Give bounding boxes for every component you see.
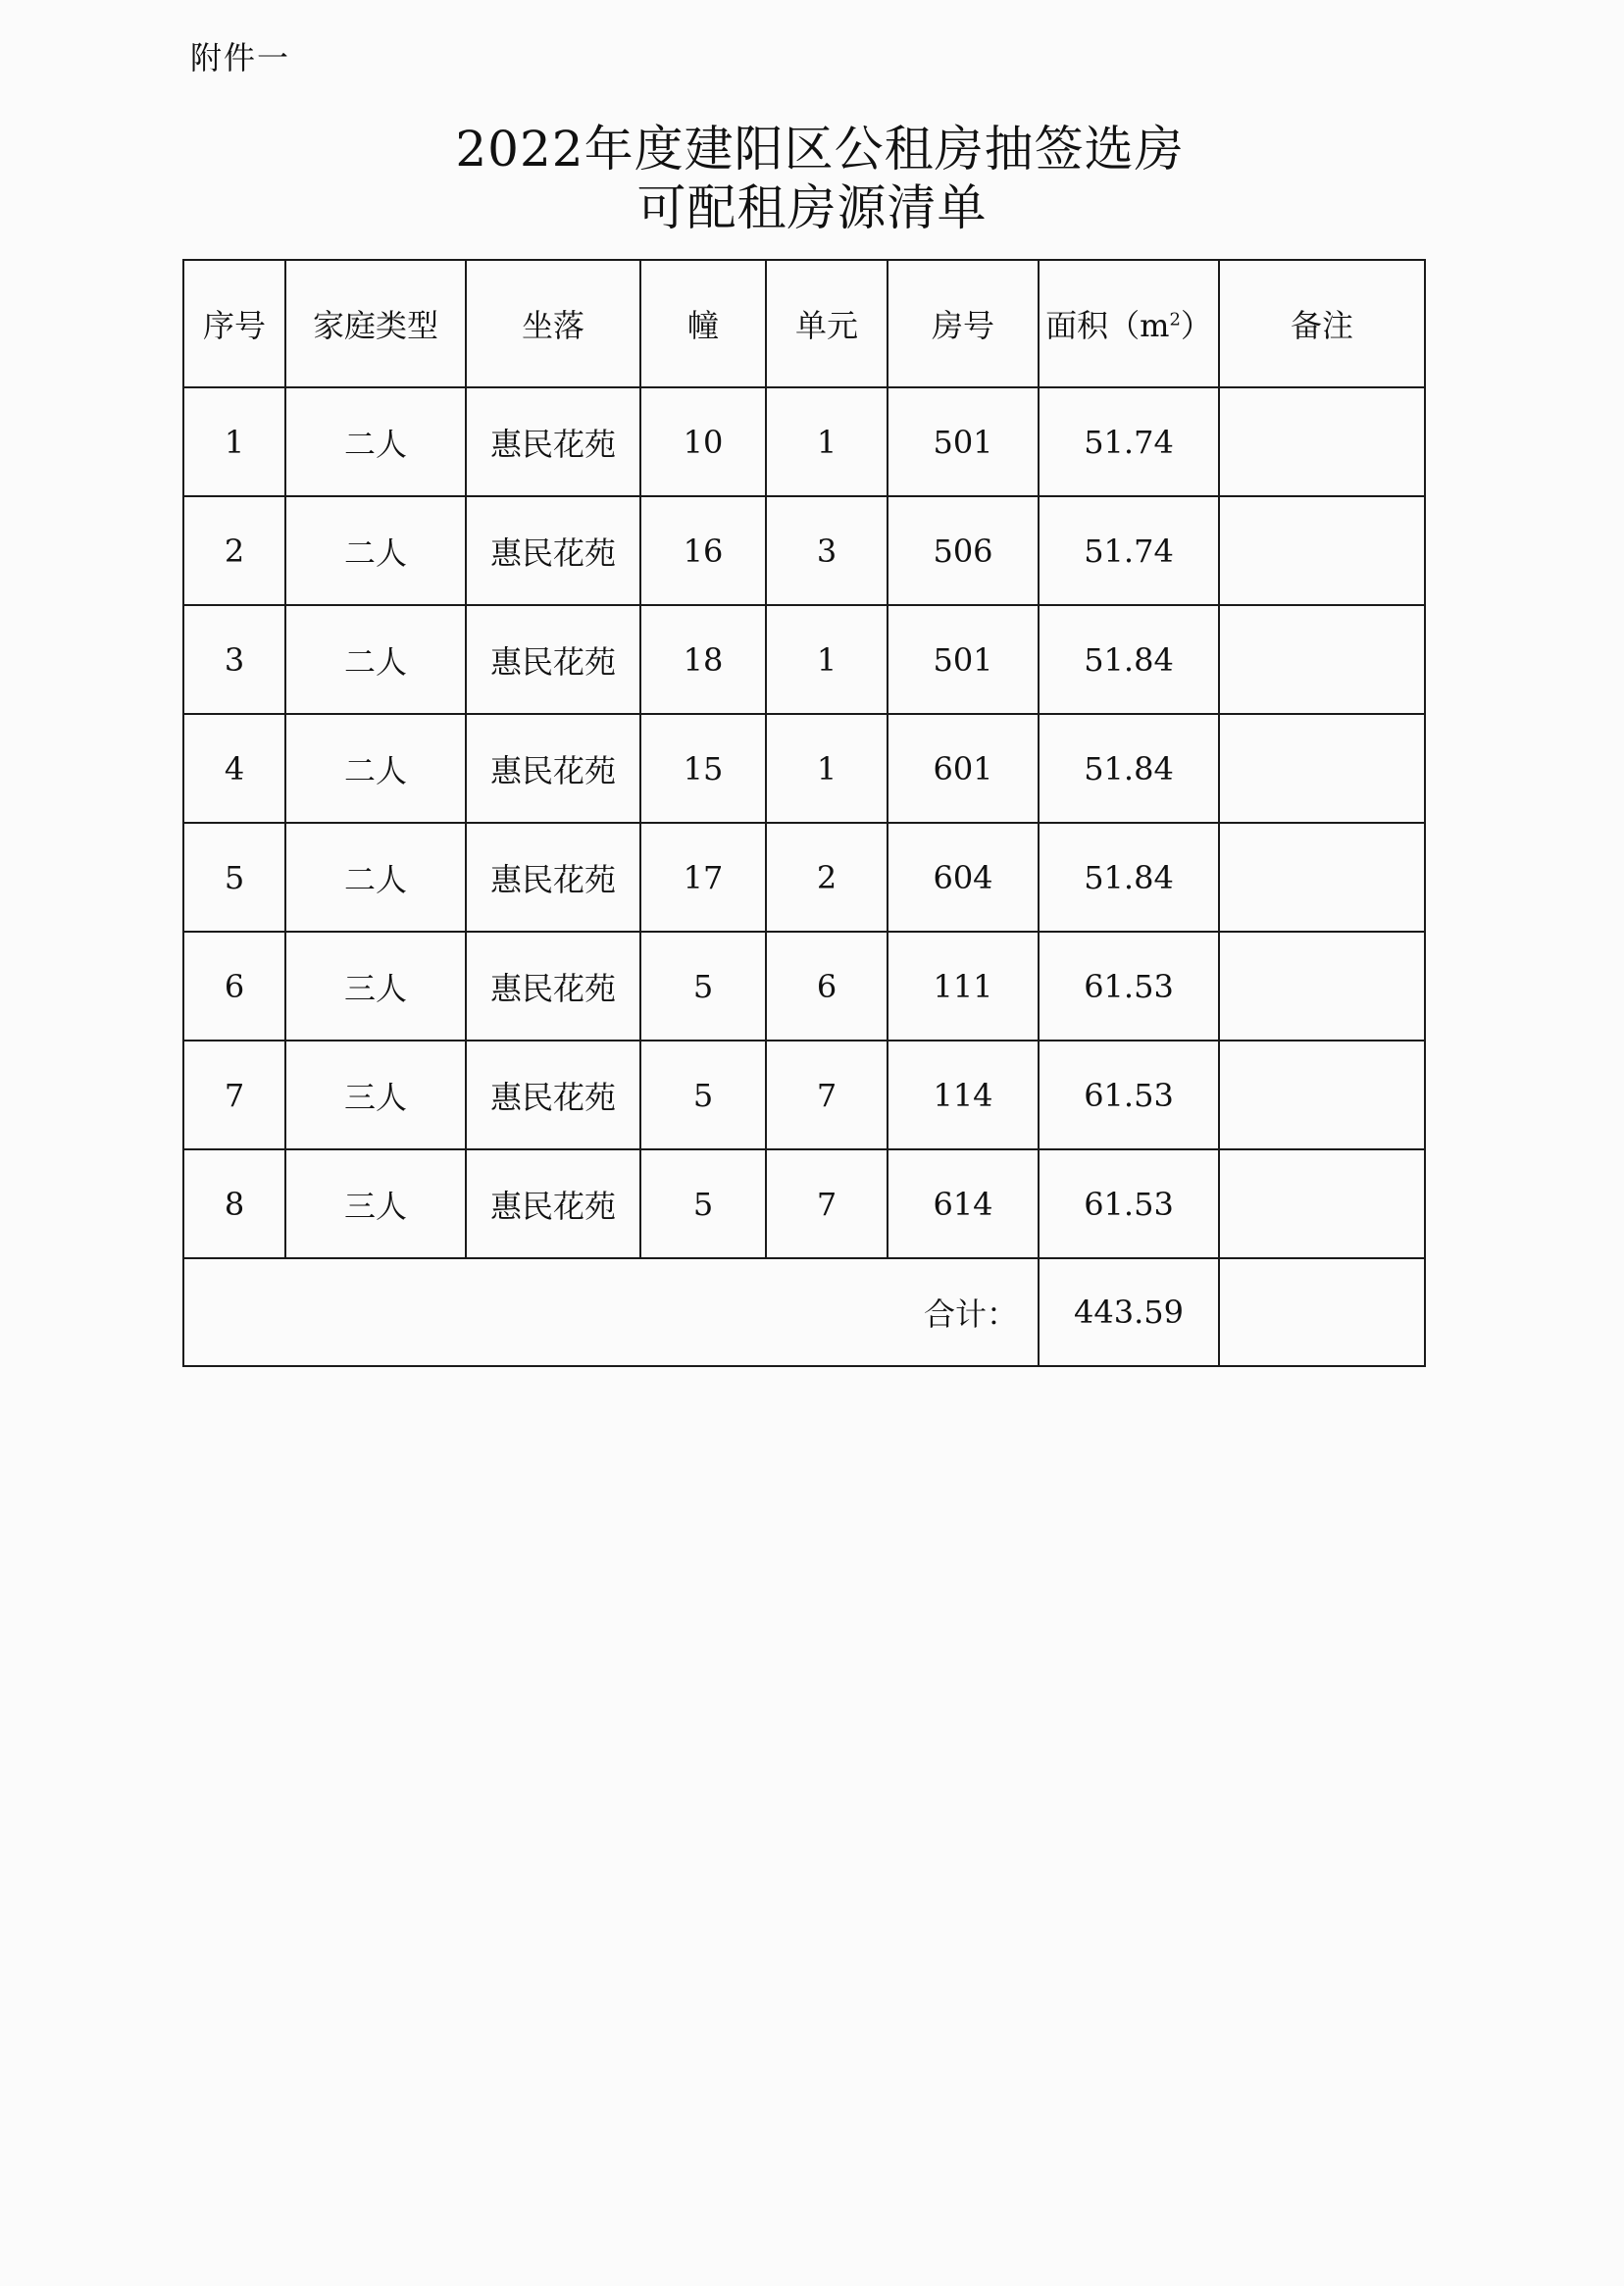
cell-family-type: 二人 [285, 387, 466, 496]
cell-remark [1219, 932, 1425, 1041]
document-title-line-2: 可配租房源清单 [636, 179, 988, 236]
cell-room: 604 [888, 823, 1039, 932]
cell-location: 惠民花苑 [466, 932, 640, 1041]
cell-building: 5 [640, 1041, 766, 1149]
cell-family-type: 三人 [285, 1041, 466, 1149]
table-row [183, 496, 1425, 605]
cell-area: 61.53 [1039, 932, 1219, 1041]
table-header-row [183, 260, 1425, 387]
cell-area: 61.53 [1039, 1041, 1219, 1149]
cell-seq: 6 [183, 932, 285, 1041]
cell-family-type: 三人 [285, 932, 466, 1041]
cell-room: 111 [888, 932, 1039, 1041]
header-building: 幢 [640, 260, 766, 387]
cell-area: 51.84 [1039, 605, 1219, 714]
cell-location: 惠民花苑 [466, 496, 640, 605]
header-seq: 序号 [183, 260, 285, 387]
cell-family-type: 三人 [285, 1149, 466, 1258]
annex-label: 附件一 [190, 39, 291, 76]
cell-seq: 4 [183, 714, 285, 823]
cell-seq: 1 [183, 387, 285, 496]
table-total-row [183, 1258, 1425, 1366]
header-location: 坐落 [466, 260, 640, 387]
cell-area: 51.84 [1039, 714, 1219, 823]
cell-remark [1219, 1041, 1425, 1149]
cell-building: 18 [640, 605, 766, 714]
header-family-type: 家庭类型 [285, 260, 466, 387]
table-row [183, 387, 1425, 496]
cell-location: 惠民花苑 [466, 1149, 640, 1258]
cell-seq: 5 [183, 823, 285, 932]
table-row [183, 605, 1425, 714]
cell-remark [1219, 605, 1425, 714]
cell-remark [1219, 496, 1425, 605]
cell-location: 惠民花苑 [466, 1041, 640, 1149]
cell-family-type: 二人 [285, 496, 466, 605]
cell-location: 惠民花苑 [466, 714, 640, 823]
cell-unit: 1 [766, 714, 888, 823]
header-area-sup: 2 [1169, 309, 1181, 330]
table-row [183, 714, 1425, 823]
cell-unit: 6 [766, 932, 888, 1041]
cell-family-type: 二人 [285, 605, 466, 714]
cell-building: 15 [640, 714, 766, 823]
cell-remark [1219, 1149, 1425, 1258]
header-room: 房号 [888, 260, 1039, 387]
header-remark: 备注 [1219, 260, 1425, 387]
header-area-prefix: 面积（m [1045, 307, 1170, 344]
cell-unit: 1 [766, 605, 888, 714]
cell-room: 501 [888, 605, 1039, 714]
table-row [183, 1149, 1425, 1258]
cell-area: 61.53 [1039, 1149, 1219, 1258]
header-unit: 单元 [766, 260, 888, 387]
cell-area: 51.74 [1039, 496, 1219, 605]
table-row [183, 1041, 1425, 1149]
cell-room: 614 [888, 1149, 1039, 1258]
document-title-line-1: 2022年度建阳区公租房抽签选房 [455, 121, 1185, 178]
table-row [183, 823, 1425, 932]
cell-location: 惠民花苑 [466, 823, 640, 932]
housing-list-table [182, 259, 1426, 1367]
header-area-suffix: ） [1180, 307, 1212, 344]
cell-unit: 7 [766, 1149, 888, 1258]
cell-remark [1219, 823, 1425, 932]
cell-room: 114 [888, 1041, 1039, 1149]
cell-location: 惠民花苑 [466, 605, 640, 714]
cell-unit: 3 [766, 496, 888, 605]
cell-building: 10 [640, 387, 766, 496]
cell-family-type: 二人 [285, 714, 466, 823]
header-area [1039, 260, 1219, 387]
cell-seq: 2 [183, 496, 285, 605]
cell-building: 5 [640, 1149, 766, 1258]
total-area-value: 443.59 [1039, 1258, 1219, 1366]
cell-room: 501 [888, 387, 1039, 496]
cell-unit: 7 [766, 1041, 888, 1149]
cell-area: 51.84 [1039, 823, 1219, 932]
total-label: 合计： [183, 1258, 1039, 1366]
cell-remark [1219, 387, 1425, 496]
cell-seq: 8 [183, 1149, 285, 1258]
cell-building: 17 [640, 823, 766, 932]
cell-seq: 7 [183, 1041, 285, 1149]
cell-unit: 1 [766, 387, 888, 496]
cell-seq: 3 [183, 605, 285, 714]
cell-room: 601 [888, 714, 1039, 823]
table-row [183, 932, 1425, 1041]
cell-location: 惠民花苑 [466, 387, 640, 496]
cell-area: 51.74 [1039, 387, 1219, 496]
cell-unit: 2 [766, 823, 888, 932]
cell-family-type: 二人 [285, 823, 466, 932]
total-remark-cell [1219, 1258, 1425, 1366]
cell-building: 5 [640, 932, 766, 1041]
cell-remark [1219, 714, 1425, 823]
cell-building: 16 [640, 496, 766, 605]
cell-room: 506 [888, 496, 1039, 605]
